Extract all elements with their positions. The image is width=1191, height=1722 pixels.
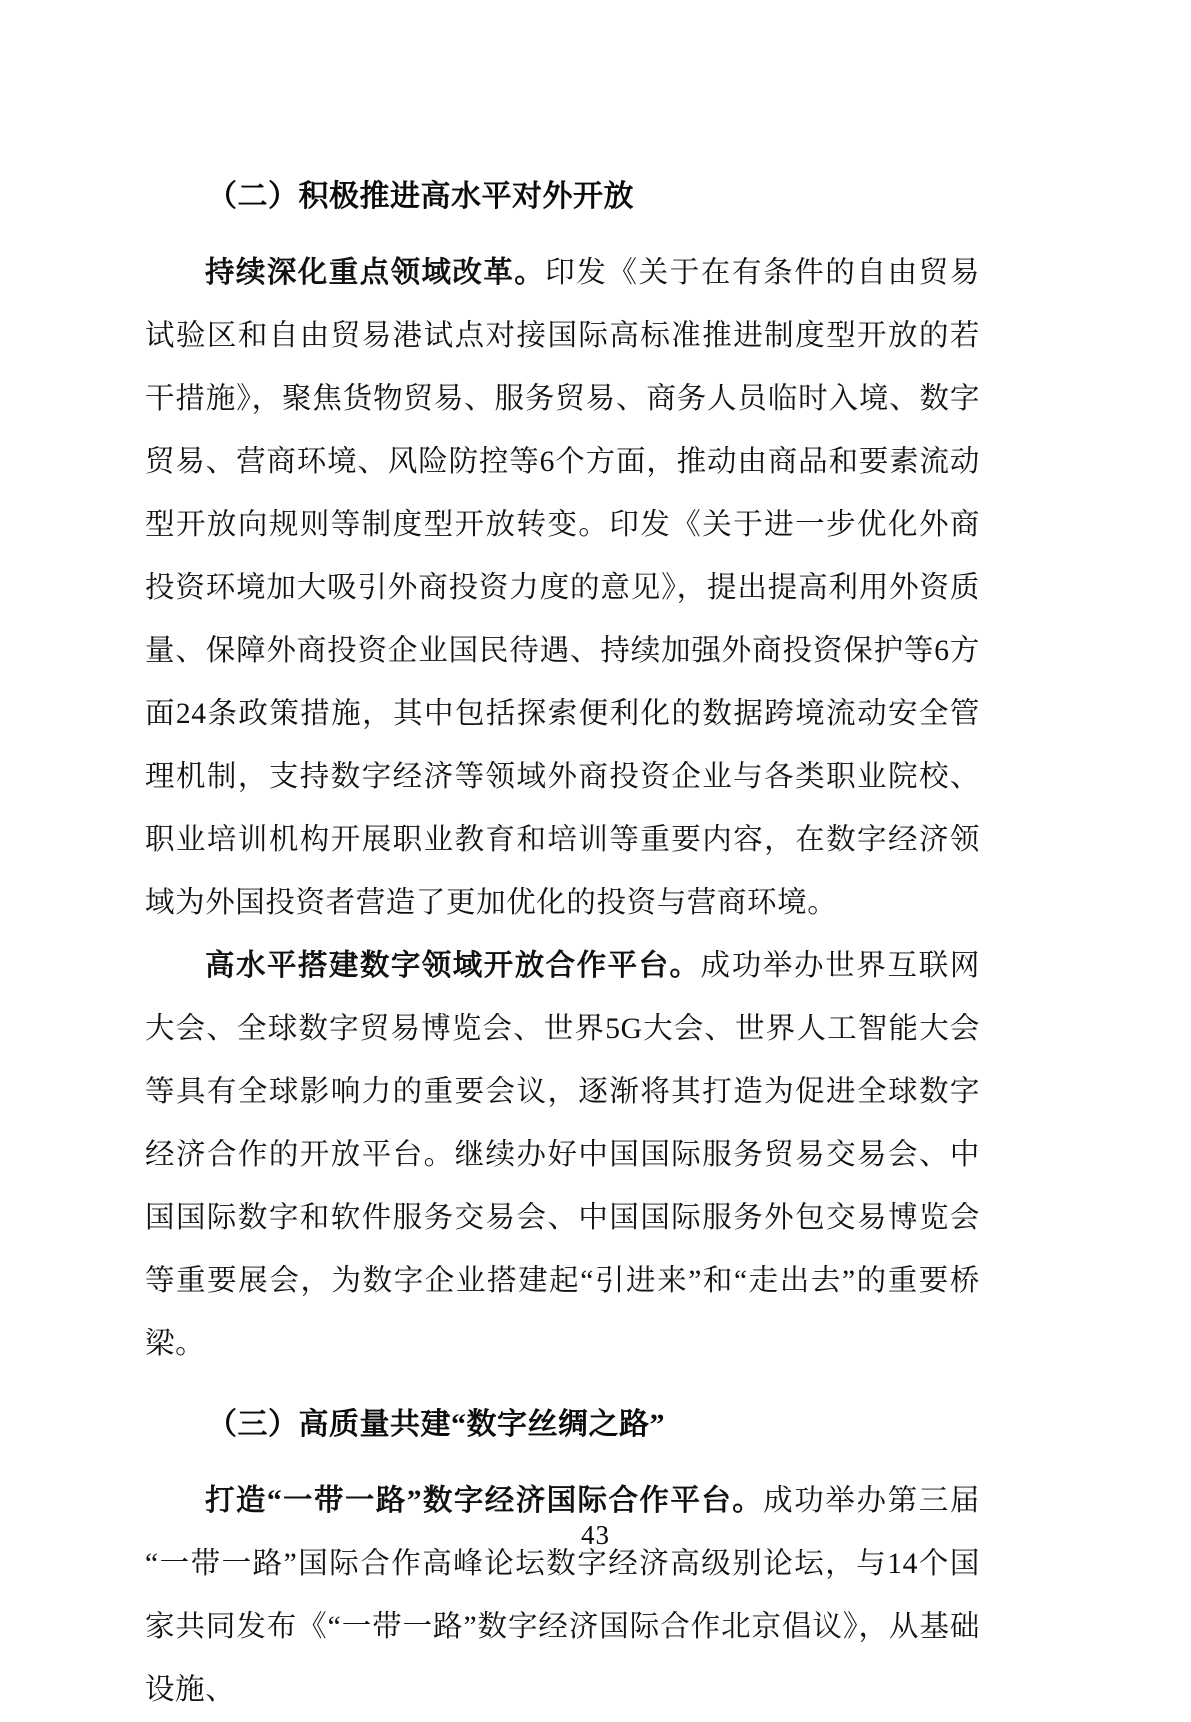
paragraph-body-belt-road-platform: 成功举办第三届“一带一路”国际合作高峰论坛数字经济高级别论坛，与14个国家共同发布《“一带一路”数字经济国际合作北京倡议》，从基础设施、 bbox=[145, 1485, 980, 1706]
paragraph-body-deepen-reform: 印发《关于在有条件的自由贸易试验区和自由贸易港试点对接国际高标准推进制度型开放的若干措施》，聚焦货物贸易、服务贸易、商务人员临时入境、数字贸易、营商环境、风险防控等6个方面，推动由商品和要素流动型开放向规则等制度型开放转变。印发《关于进一步优化外商投资环境加大吸引外商投资力度的意见》，提出提高利用外资质量、保障外商投资企业国民待遇、持续加强外商投资保护等6方面24条政策措施，其中包括探索便利化的数据跨境流动安全管理机制，支持数字经济等领域外商投资企业与各类职业院校、职业培训机构开展职业教育和培训等重要内容，在数字经济领域为外国投资者营造了更加优化的投资与营商环境。 bbox=[145, 257, 980, 919]
spacer bbox=[145, 1376, 980, 1406]
spacer bbox=[145, 1440, 980, 1470]
section-heading-two: （二）积极推进高水平对外开放 bbox=[207, 180, 634, 213]
page-number: 43 bbox=[581, 1520, 610, 1550]
page-content bbox=[145, 182, 980, 1722]
spacer bbox=[145, 212, 980, 242]
paragraph-lead-belt-road-platform: 打造“一带一路”数字经济国际合作平台。 bbox=[205, 1485, 764, 1517]
section-heading-three: （三）高质量共建“数字丝绸之路” bbox=[207, 1408, 665, 1441]
paragraph-lead-deepen-reform: 持续深化重点领域改革。 bbox=[205, 257, 546, 289]
paragraph-cooperation-platform bbox=[145, 935, 980, 1376]
paragraph-deepen-reform bbox=[145, 242, 980, 935]
paragraph-belt-road-platform bbox=[145, 1470, 980, 1722]
paragraph-lead-cooperation-platform: 高水平搭建数字领域开放合作平台。 bbox=[205, 950, 701, 982]
paragraph-body-cooperation-platform: 成功举办世界互联网大会、全球数字贸易博览会、世界5G大会、世界人工智能大会等具有全球影响力的重要会议，逐渐将其打造为促进全球数字经济合作的开放平台。继续办好中国国际服务贸易交易会、中国国际数字和软件服务交易会、中国国际服务外包交易博览会等重要展会，为数字企业搭建起“引进来”和“走出去”的重要桥梁。 bbox=[145, 950, 980, 1360]
